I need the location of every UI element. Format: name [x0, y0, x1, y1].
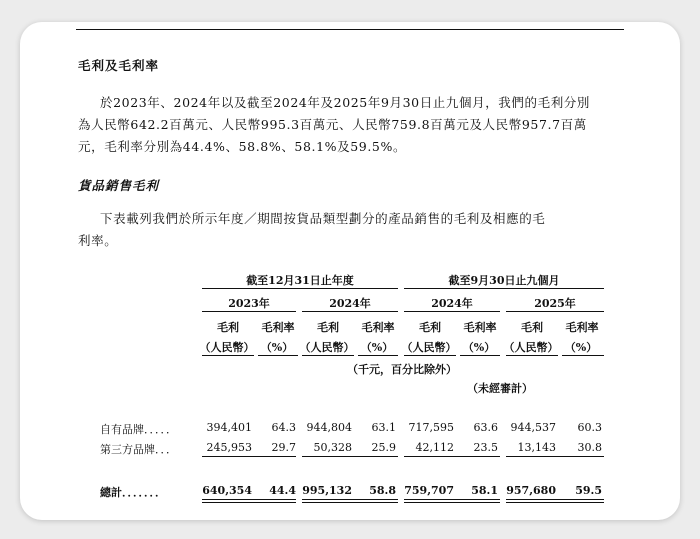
table-cell: 42,112 [415, 441, 454, 454]
table-cell-total: 957,680 [506, 484, 556, 497]
audit-note: （未經審計） [467, 382, 533, 395]
total-double-rule [202, 499, 296, 500]
group-header-nine-months: 截至9月30日止九個月 [448, 274, 560, 287]
year-header: 2023年 [228, 297, 270, 310]
table-cell: 944,537 [510, 421, 556, 434]
table-cell: 50,328 [313, 441, 352, 454]
year-rule [202, 311, 296, 312]
subsection-title: 貨品銷售毛利 [78, 178, 160, 193]
table-cell: 63.6 [473, 421, 498, 434]
table-cell: 13,143 [517, 441, 556, 454]
col-unit: （人民幣） [503, 341, 559, 354]
section-title: 毛利及毛利率 [78, 58, 160, 73]
year-rule [404, 311, 500, 312]
col-rule [202, 355, 254, 356]
group-rule [202, 288, 398, 289]
col-unit: （人民幣） [299, 341, 355, 354]
table-cell: 23.5 [473, 441, 498, 454]
col-unit: （%） [260, 341, 294, 354]
sum-rule [202, 456, 296, 457]
table-cell-total: 58.8 [369, 484, 396, 497]
col-label: 毛利 [419, 321, 441, 334]
table-cell: 64.3 [271, 421, 296, 434]
year-rule [506, 311, 604, 312]
sum-rule [302, 456, 398, 457]
year-header: 2025年 [534, 297, 576, 310]
total-double-rule [506, 502, 604, 503]
sum-rule [506, 456, 604, 457]
table-cell: 944,804 [306, 421, 352, 434]
col-label: 毛利 [521, 321, 543, 334]
total-double-rule [404, 499, 500, 500]
table-cell-total: 58.1 [471, 484, 498, 497]
col-unit: （%） [564, 341, 598, 354]
table-cell: 394,401 [206, 421, 252, 434]
table-cell-total: 59.5 [575, 484, 602, 497]
col-rule [506, 355, 558, 356]
intro-line-3: 元，毛利率分別為44.4%、58.8%、58.1%及59.5%。 [78, 139, 407, 154]
col-label: 毛利率 [261, 321, 295, 334]
desc-line-1: 下表載列我們於所示年度／期間按貨品類型劃分的產品銷售的毛利及相應的毛 [100, 211, 546, 226]
group-header-year: 截至12月31日止年度 [246, 274, 354, 287]
total-double-rule [404, 502, 500, 503]
table-cell: 29.7 [271, 441, 296, 454]
table-cell: 25.9 [371, 441, 396, 454]
desc-line-2: 利率。 [78, 233, 118, 248]
table-cell: 63.1 [371, 421, 396, 434]
col-rule [302, 355, 354, 356]
col-rule [562, 355, 604, 356]
col-unit: （人民幣） [199, 341, 255, 354]
col-label: 毛利 [317, 321, 339, 334]
group-rule [404, 288, 604, 289]
intro-line-2: 為人民幣642.2百萬元、人民幣995.3百萬元、人民幣759.8百萬元及人民幣957.7百萬 [78, 117, 587, 132]
row-label-total: 總計．．．．．．． [100, 486, 166, 499]
table-cell: 60.3 [577, 421, 602, 434]
col-unit: （人民幣） [401, 341, 457, 354]
col-label: 毛利率 [565, 321, 599, 334]
total-double-rule [202, 502, 296, 503]
row-label-third-party: 第三方品牌．．． [100, 443, 177, 456]
col-unit: （%） [360, 341, 394, 354]
table-cell-total: 759,707 [404, 484, 454, 497]
table-cell: 717,595 [408, 421, 454, 434]
document-page [20, 22, 680, 520]
year-rule [302, 311, 398, 312]
table-cell: 30.8 [577, 441, 602, 454]
col-label: 毛利率 [361, 321, 395, 334]
col-label: 毛利 [217, 321, 239, 334]
col-label: 毛利率 [463, 321, 497, 334]
col-unit: （%） [462, 341, 496, 354]
table-cell: 245,953 [206, 441, 252, 454]
total-double-rule [506, 499, 604, 500]
col-rule [460, 355, 500, 356]
total-double-rule [302, 499, 398, 500]
table-cell-total: 640,354 [202, 484, 252, 497]
row-label-own-brand: 自有品牌．．．．． [100, 423, 177, 436]
col-rule [358, 355, 398, 356]
table-cell-total: 44.4 [269, 484, 296, 497]
intro-line-1: 於2023年、2024年以及截至2024年及2025年9月30日止九個月，我們的毛利分別 [100, 95, 591, 110]
unit-note: （千元，百分比除外） [347, 363, 457, 376]
year-header: 2024年 [329, 297, 371, 310]
year-header: 2024年 [431, 297, 473, 310]
col-rule [258, 355, 298, 356]
total-double-rule [302, 502, 398, 503]
table-cell-total: 995,132 [302, 484, 352, 497]
col-rule [404, 355, 456, 356]
sum-rule [404, 456, 500, 457]
top-rule [76, 29, 624, 30]
